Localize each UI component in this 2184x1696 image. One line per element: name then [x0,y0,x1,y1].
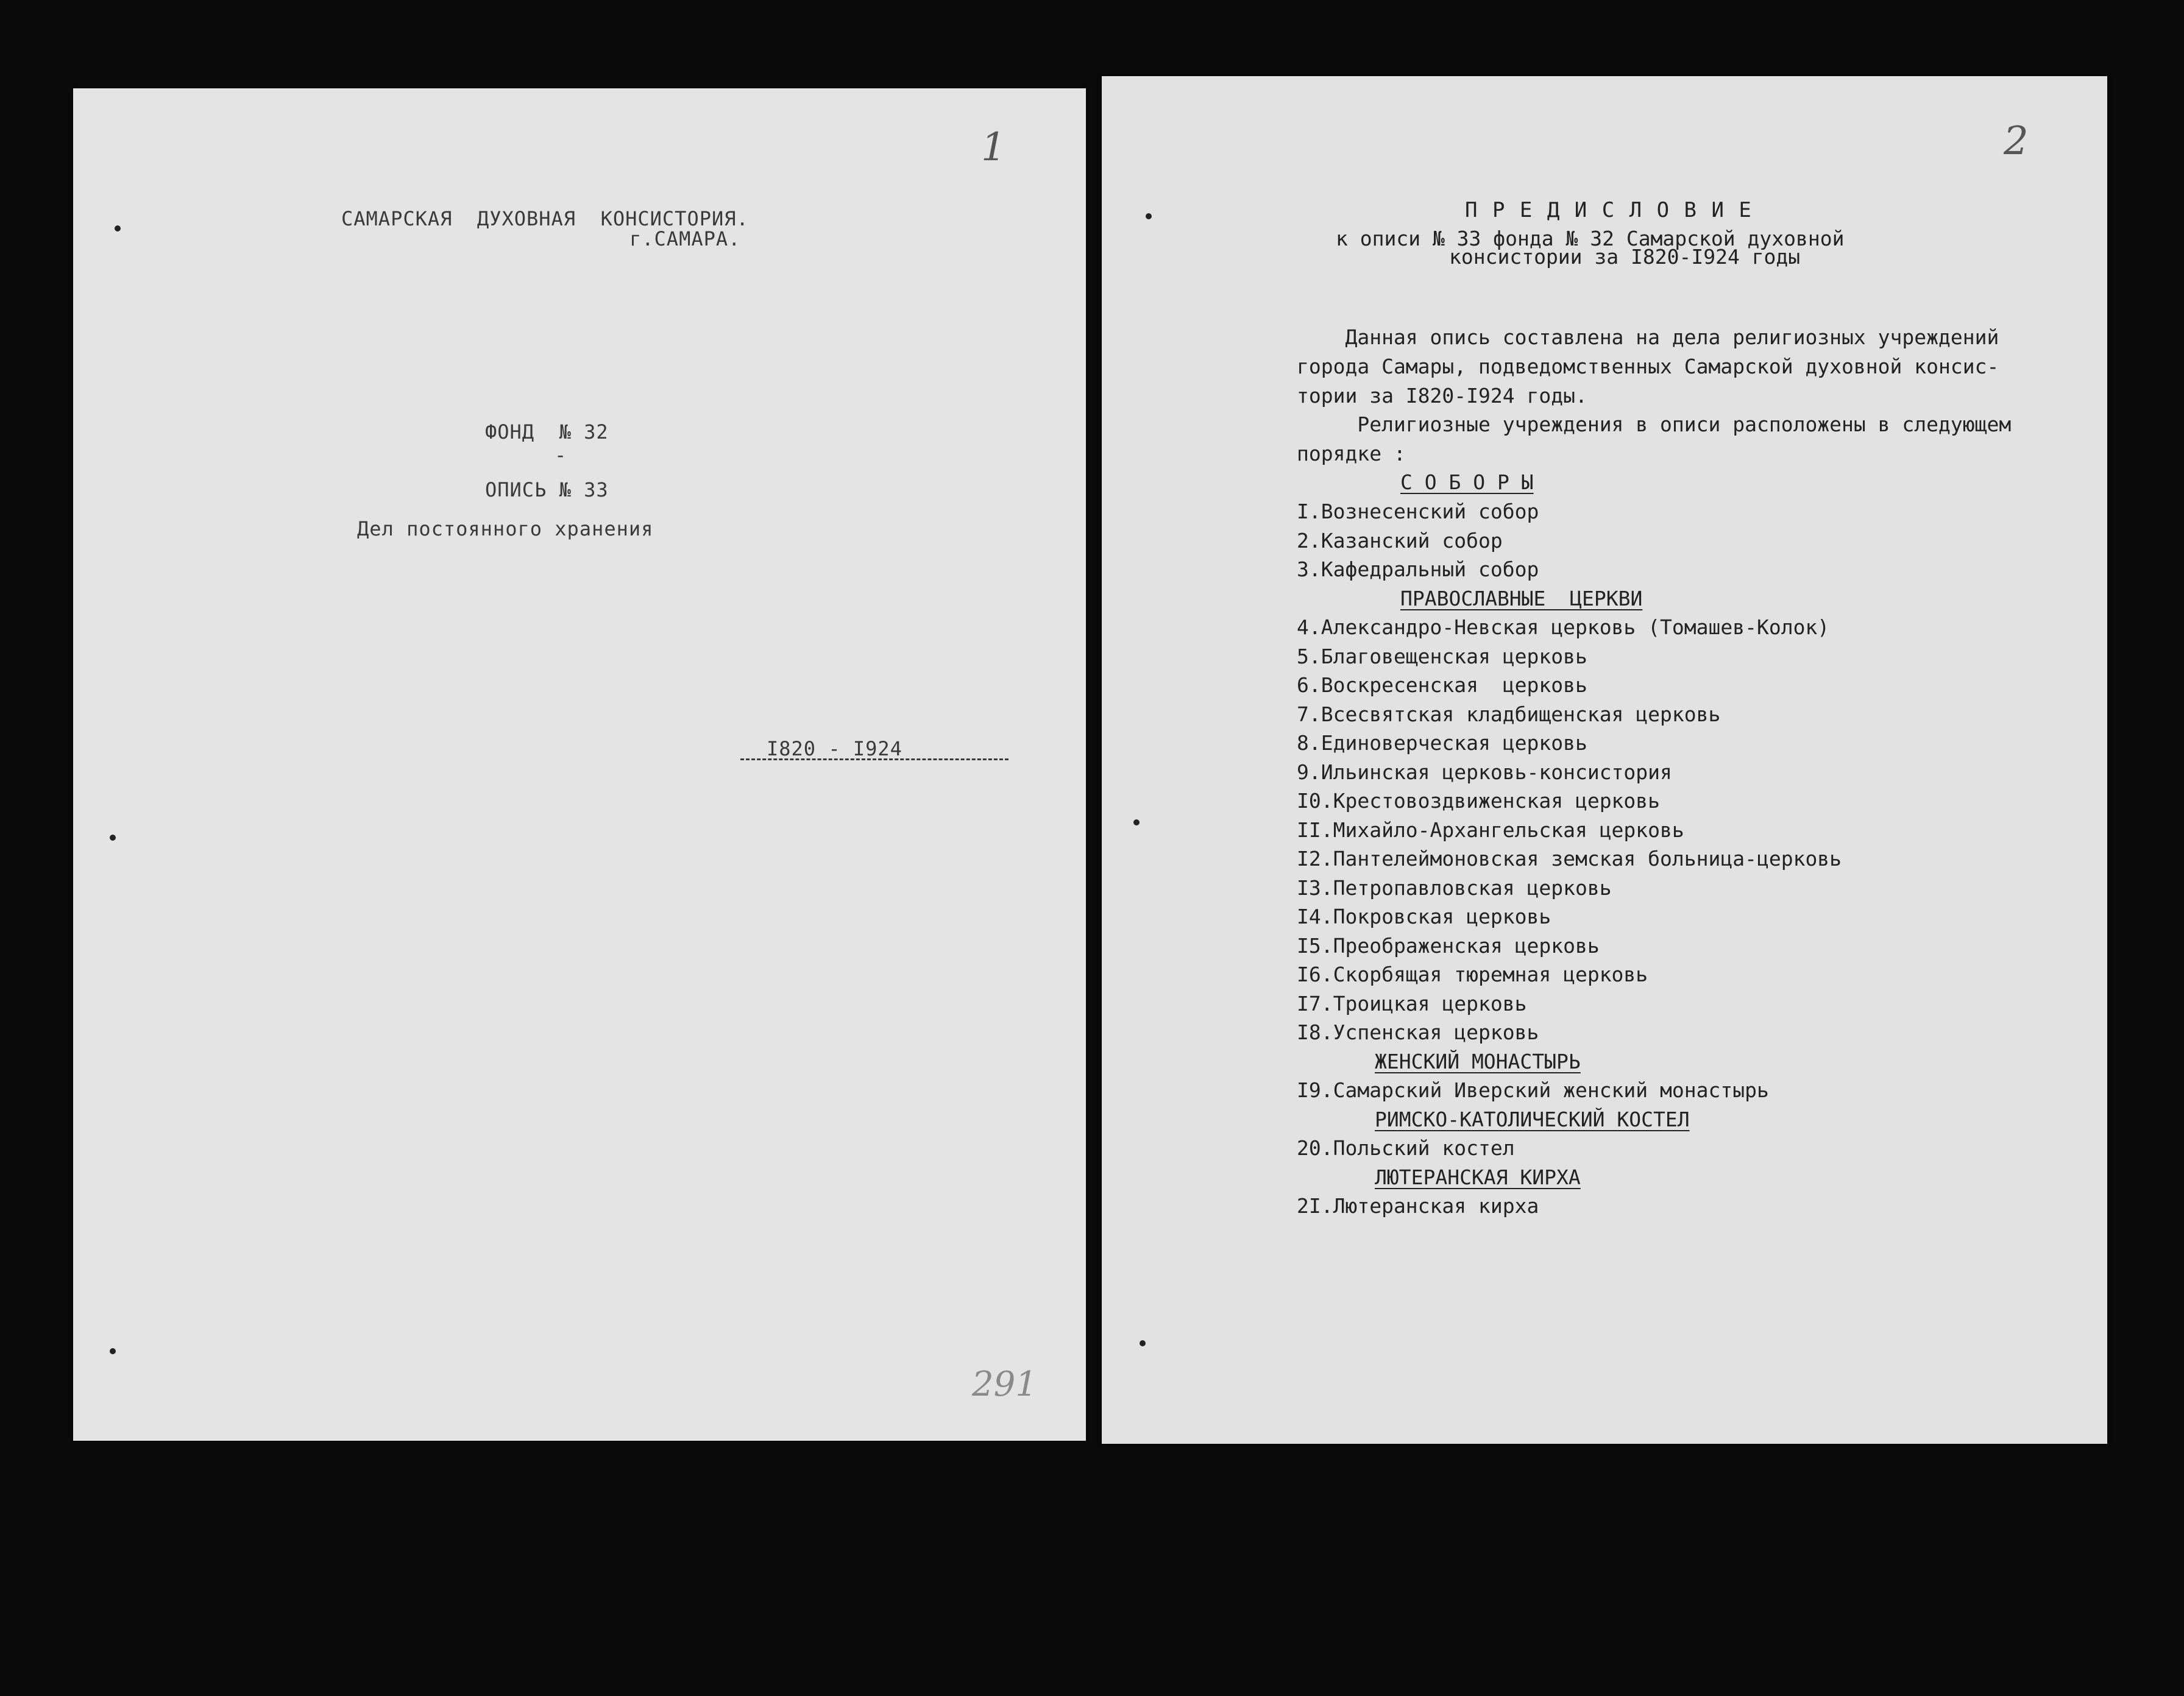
list-item: I.Вознесенский собор [1297,500,1539,523]
punch-hole-top [115,225,121,231]
page-number: 2 [2004,119,2029,164]
punch-hole-middle [110,835,116,841]
list-item: I7.Троицкая церковь [1297,992,1527,1016]
preface-subtitle-line-1: к описи № 33 фонда № 32 Самарской духовной [1336,227,1845,250]
list-item: 2I.Лютеранская кирха [1297,1194,1539,1218]
list-item: I2.Пантелеймоновская земская больница-церковь [1297,847,1842,871]
preface-page [1102,76,2107,1444]
section-heading-orthodox-churches: ПРАВОСЛАВНЫЕ ЦЕРКВИ [1400,587,1643,610]
fond-dash: - [555,443,567,467]
institution-name: САМАРСКАЯ ДУХОВНАЯ КОНСИСТОРИЯ. [341,207,749,230]
order-line-1: Религиозные учреждения в описи расположены в следующем [1297,412,2012,436]
list-item: I6.Скорбящая тюремная церковь [1297,963,1648,986]
punch-hole-top [1146,213,1152,219]
intro-line-3: тории за I820-I924 годы. [1297,384,1587,408]
date-range-underline [740,758,1009,760]
date-range: I820 - I924 [767,737,902,760]
list-item: 9.Ильинская церковь-консистория [1297,760,1672,784]
list-item: 7.Всесвятская кладбищенская церковь [1297,702,1721,726]
list-item: II.Михайло-Архангельская церковь [1297,818,1684,842]
preface-title: П Р Е Д И С Л О В И Е [1465,198,1753,222]
punch-hole-bottom [110,1348,116,1354]
list-item: 3.Кафедральный собор [1297,557,1539,581]
archive-sheet-count: 291 [972,1365,1037,1404]
list-item: 5.Благовещенская церковь [1297,645,1587,668]
section-heading-lutheran-church: ЛЮТЕРАНСКАЯ КИРХА [1375,1165,1581,1189]
intro-line-1: Данная опись составлена на дела религиозных учреждений [1297,325,1999,349]
storage-note: Дел постоянного хранения [357,517,654,540]
list-item: 8.Единоверческая церковь [1297,731,1587,755]
page-number: 1 [981,125,1006,170]
list-item: I5.Преображенская церковь [1297,934,1600,958]
section-heading-convent: ЖЕНСКИЙ МОНАСТЫРЬ [1375,1050,1581,1073]
order-line-2: порядке : [1297,442,1406,465]
list-item: I0.Крестовоздвиженская церковь [1297,789,1661,813]
list-item: I4.Покровская церковь [1297,905,1551,928]
fond-number: ФОНД № 32 [485,420,609,443]
list-item: I9.Самарский Иверский женский монастырь [1297,1078,1769,1102]
city-name: г.САМАРА. [629,227,741,250]
section-heading-catholic-church: РИМСКО-КАТОЛИЧЕСКИЙ КОСТЕЛ [1375,1108,1690,1131]
punch-hole-middle [1133,819,1140,825]
list-item: I8.Успенская церковь [1297,1020,1539,1044]
punch-hole-bottom [1140,1340,1146,1346]
list-item: 4.Александро-Невская церковь (Томашев-Колок) [1297,615,1830,639]
list-item: 2.Казанский собор [1297,529,1503,553]
list-item: 6.Воскресенская церковь [1297,673,1587,697]
intro-line-2: города Самары, подведомственных Самарской духовной консис- [1297,355,1999,378]
title-page [73,88,1086,1441]
opis-number: ОПИСЬ № 33 [485,478,609,501]
section-heading-cathedrals: С О Б О Р Ы [1400,470,1534,494]
preface-subtitle-line-2: консистории за I820-I924 годы [1449,245,1801,269]
list-item: I3.Петропавловская церковь [1297,876,1612,900]
list-item: 20.Польский костел [1297,1136,1515,1160]
